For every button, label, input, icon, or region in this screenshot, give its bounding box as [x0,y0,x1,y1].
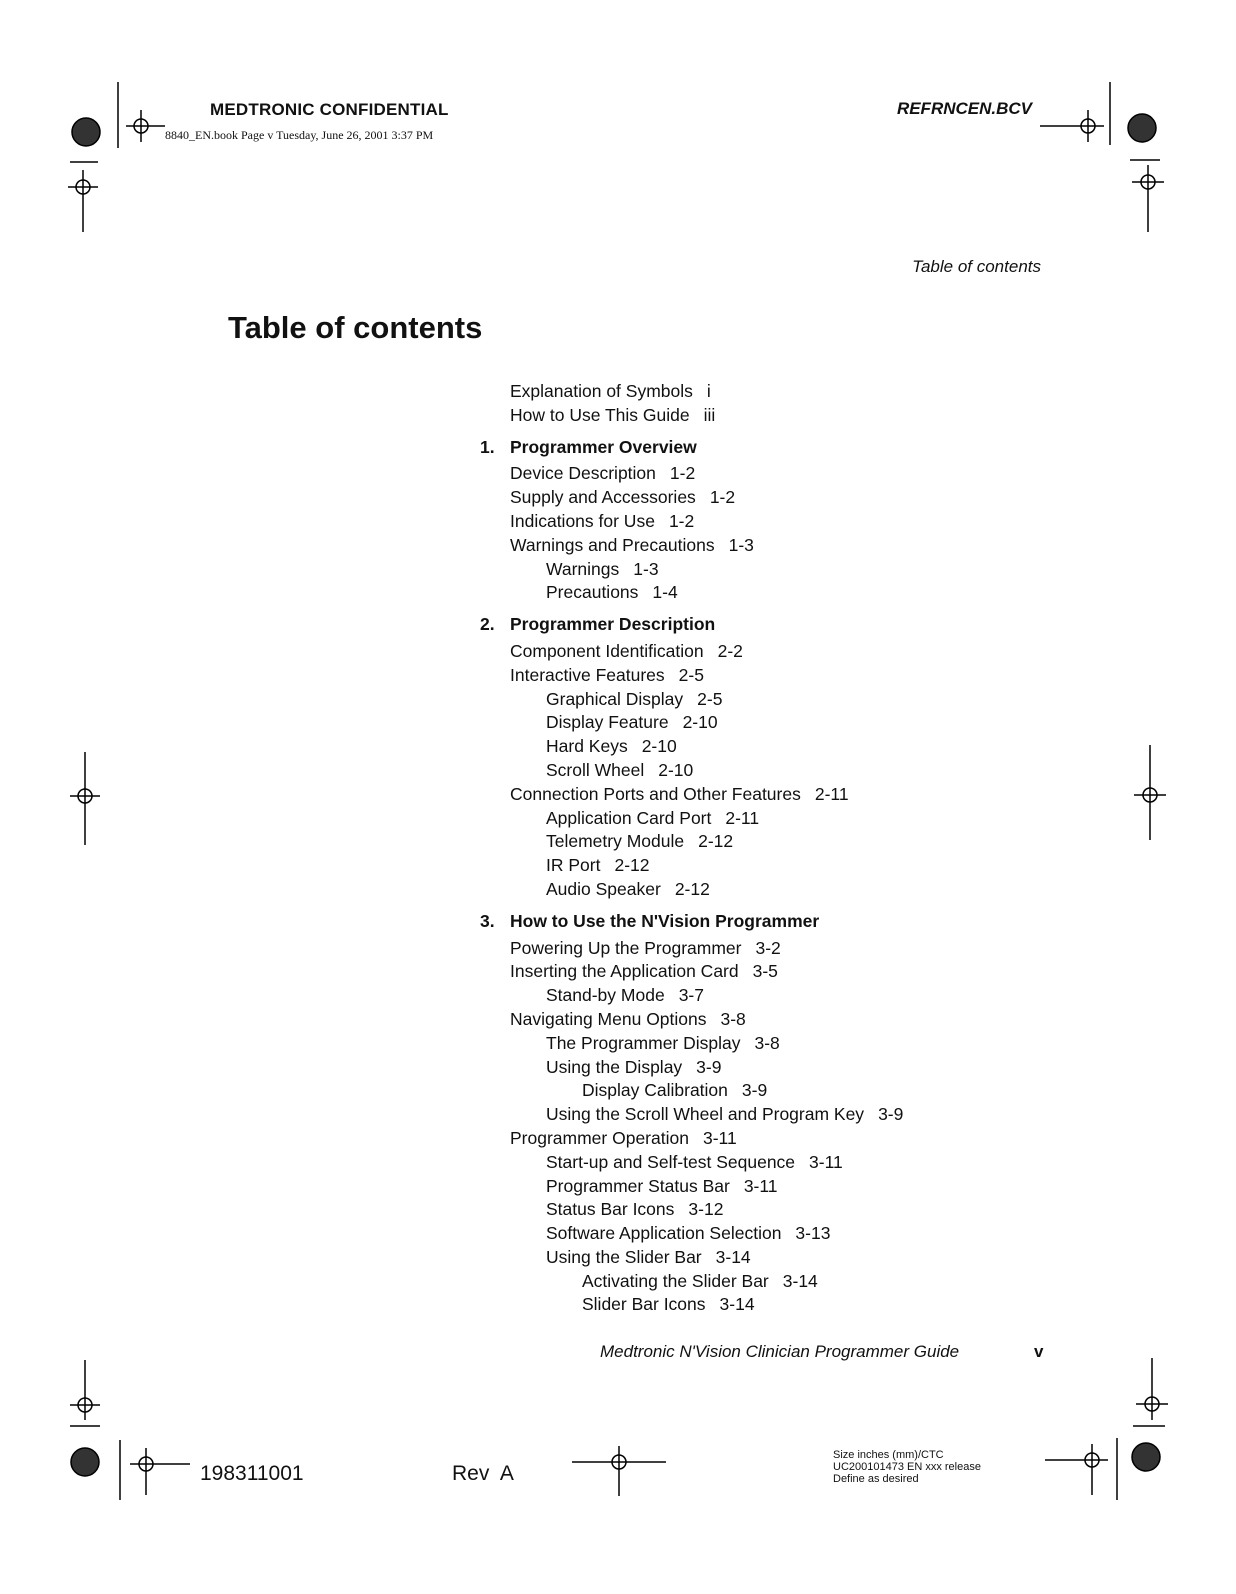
toc-entry [480,711,980,735]
toc-entry [480,1008,980,1032]
toc-entry-text: Start-up and Self-test Sequence [546,1151,796,1172]
toc-entry [480,664,980,688]
toc-entry-page: 3-14 [782,1270,818,1291]
crosshair-icon [78,1398,92,1412]
toc-entry-page: 2-5 [697,688,723,709]
toc-entry-page: 3-2 [755,937,781,958]
toc-entry [480,486,980,510]
toc-entry-page: 2-5 [678,664,704,685]
toc-entry-page: iii [703,404,716,425]
toc-entry-text: Audio Speaker [546,878,661,899]
toc-entry [480,558,980,582]
toc-entry-page: 1-4 [652,582,678,603]
toc-entry-text: Device Description [510,463,656,484]
toc-entry-page: 3-11 [702,1127,737,1148]
toc-entry-page: 1-3 [728,534,754,555]
reference-code: REFRNCEN.BCV [896,99,1032,118]
chapter-number: 3. [480,910,495,931]
toc-entry-page: 1-2 [709,487,736,508]
toc-entry-page: 2-11 [814,783,849,804]
toc-entry-text: Telemetry Module [546,831,685,852]
toc-entry-page: 3-14 [715,1246,751,1267]
part-number: 198311001 [200,1462,304,1485]
toc-entry-text: Using the Scroll Wheel and Program Key [546,1104,865,1125]
toc-entry [480,688,980,712]
toc-entry-text: Application Card Port [546,807,712,828]
toc-entry-text: Explanation of Symbols [510,381,693,401]
toc-entry [480,404,980,428]
toc-entry [480,960,980,984]
toc-entry-text: Graphical Display [546,688,684,709]
toc-entry [480,1293,980,1317]
size-note: Size inches (mm)/CTC UC200101473 EN xxx release Define as desired [833,1449,981,1485]
toc-entry [480,807,980,831]
toc-chapter-heading [480,613,980,637]
toc-entry [480,937,980,961]
toc-entry [480,581,980,605]
toc-entry-page: 3-8 [720,1008,746,1029]
toc-entry-page: 3-14 [719,1294,755,1315]
toc-entry-page: 1-3 [633,558,659,579]
toc-entry-text: Scroll Wheel [546,759,645,780]
toc-entry-text: Programmer Operation [510,1127,689,1148]
confidential-label: MEDTRONIC CONFIDENTIAL [210,100,449,119]
toc-entry [480,830,980,854]
toc-entry-page: 2-2 [717,640,743,661]
toc-entry-page: 3-7 [678,985,704,1006]
toc-entry-text: Slider Bar Icons [582,1294,706,1315]
toc-entry-text: Using the Display [546,1056,683,1077]
toc-entry-page: 2-12 [674,878,710,899]
toc-entry [480,735,980,759]
toc-entry-text: Interactive Features [510,664,665,685]
chapter-title: Programmer Description [510,614,716,635]
toc-entry [480,1270,980,1294]
toc-entry-text: Programmer Status Bar [546,1175,730,1196]
toc-entry-page: 3-11 [743,1175,778,1196]
toc-entry-page: 3-9 [878,1104,904,1125]
toc-entry-text: Precautions [546,582,639,603]
chapter-number: 2. [480,614,495,635]
toc-entry-text: How to Use This Guide [510,404,690,425]
toc-entry-page: 3-8 [754,1032,780,1053]
toc-entry-text: Hard Keys [546,736,628,757]
toc-entry-text: The Programmer Display [546,1032,741,1053]
toc-entry-page: 3-12 [688,1199,724,1220]
toc-entry-page: 2-10 [641,736,677,757]
crop-sunburst-icon [71,1448,99,1476]
crop-sunburst-icon [72,118,100,146]
toc-entry-text: Supply and Accessories [510,487,696,508]
toc-entry-page: 3-11 [809,1151,843,1172]
toc-entry [480,984,980,1008]
revision: Rev A [452,1462,514,1485]
toc-entry [480,1198,980,1222]
toc-chapter-heading [480,910,980,934]
toc-entry [480,1151,980,1175]
chapter-number: 1. [480,436,495,457]
toc-entry-text: Status Bar Icons [546,1199,675,1220]
toc-entry [480,380,980,404]
toc-entry-page: i [706,381,711,401]
footer-guide-title: Medtronic N'Vision Clinician Programmer Guide [600,1342,960,1361]
toc-entry-text: Using the Slider Bar [546,1246,702,1267]
crop-sunburst-icon [1128,114,1156,142]
toc-entry [480,462,980,486]
toc-entry [480,510,980,534]
toc-entry-page: 3-13 [795,1223,831,1244]
crosshair-icon [1141,175,1155,189]
toc-entry [480,759,980,783]
toc-entry [480,534,980,558]
toc-entry [480,1032,980,1056]
running-head: Table of contents [912,257,1041,276]
toc-entry-page: 2-10 [682,712,718,733]
toc-entry [480,1175,980,1199]
toc-entry-text: Display Calibration [582,1080,728,1101]
toc-entry [480,783,980,807]
toc-entry-text: Display Feature [546,712,669,733]
toc-entry [480,1127,980,1151]
toc-entry-text: Activating the Slider Bar [582,1270,769,1291]
crosshair-icon [78,789,92,803]
table-of-contents [480,380,980,1317]
toc-entry-text: Component Identification [510,640,704,661]
page-number: v [1034,1342,1044,1361]
toc-entry-text: Inserting the Application Card [510,961,739,982]
toc-entry [480,878,980,902]
toc-entry-page: 1-2 [668,510,695,531]
crosshair-icon [76,180,90,194]
toc-entry [480,1222,980,1246]
toc-entry-page: 2-12 [698,831,734,852]
toc-entry-text: Powering Up the Programmer [510,937,742,958]
toc-entry [480,1056,980,1080]
toc-entry-page: 2-10 [658,759,694,780]
toc-entry-page: 1-2 [669,463,696,484]
toc-entry [480,1103,980,1127]
toc-entry-text: Indications for Use [510,510,655,531]
toc-entry [480,1079,980,1103]
book-info: 8840_EN.book Page v Tuesday, June 26, 2001 3:37 PM [165,128,434,142]
chapter-title: Programmer Overview [510,436,697,457]
crosshair-icon [612,1455,626,1469]
chapter-title: How to Use the N'Vision Programmer [510,910,820,931]
crosshair-icon [1145,1397,1159,1411]
toc-entry-text: Warnings [546,558,620,579]
toc-entry-text: IR Port [546,855,601,876]
toc-entry-text: Software Application Selection [546,1223,782,1244]
toc-entry [480,854,980,878]
toc-entry-text: Navigating Menu Options [510,1008,707,1029]
crosshair-icon [1143,788,1157,802]
toc-entry [480,640,980,664]
toc-entry-page: 3-9 [696,1056,722,1077]
toc-entry-page: 2-11 [725,807,760,828]
toc-entry-text: Warnings and Precautions [510,534,715,555]
toc-chapter-heading [480,436,980,460]
toc-entry-page: 3-9 [741,1080,768,1101]
toc-entry [480,1246,980,1270]
crop-sunburst-icon [1132,1443,1160,1471]
toc-entry-page: 2-12 [614,855,650,876]
toc-entry-text: Connection Ports and Other Features [510,783,801,804]
toc-entry-text: Stand-by Mode [546,985,665,1006]
page-title: Table of contents [228,310,483,345]
toc-entry-page: 3-5 [752,961,778,982]
